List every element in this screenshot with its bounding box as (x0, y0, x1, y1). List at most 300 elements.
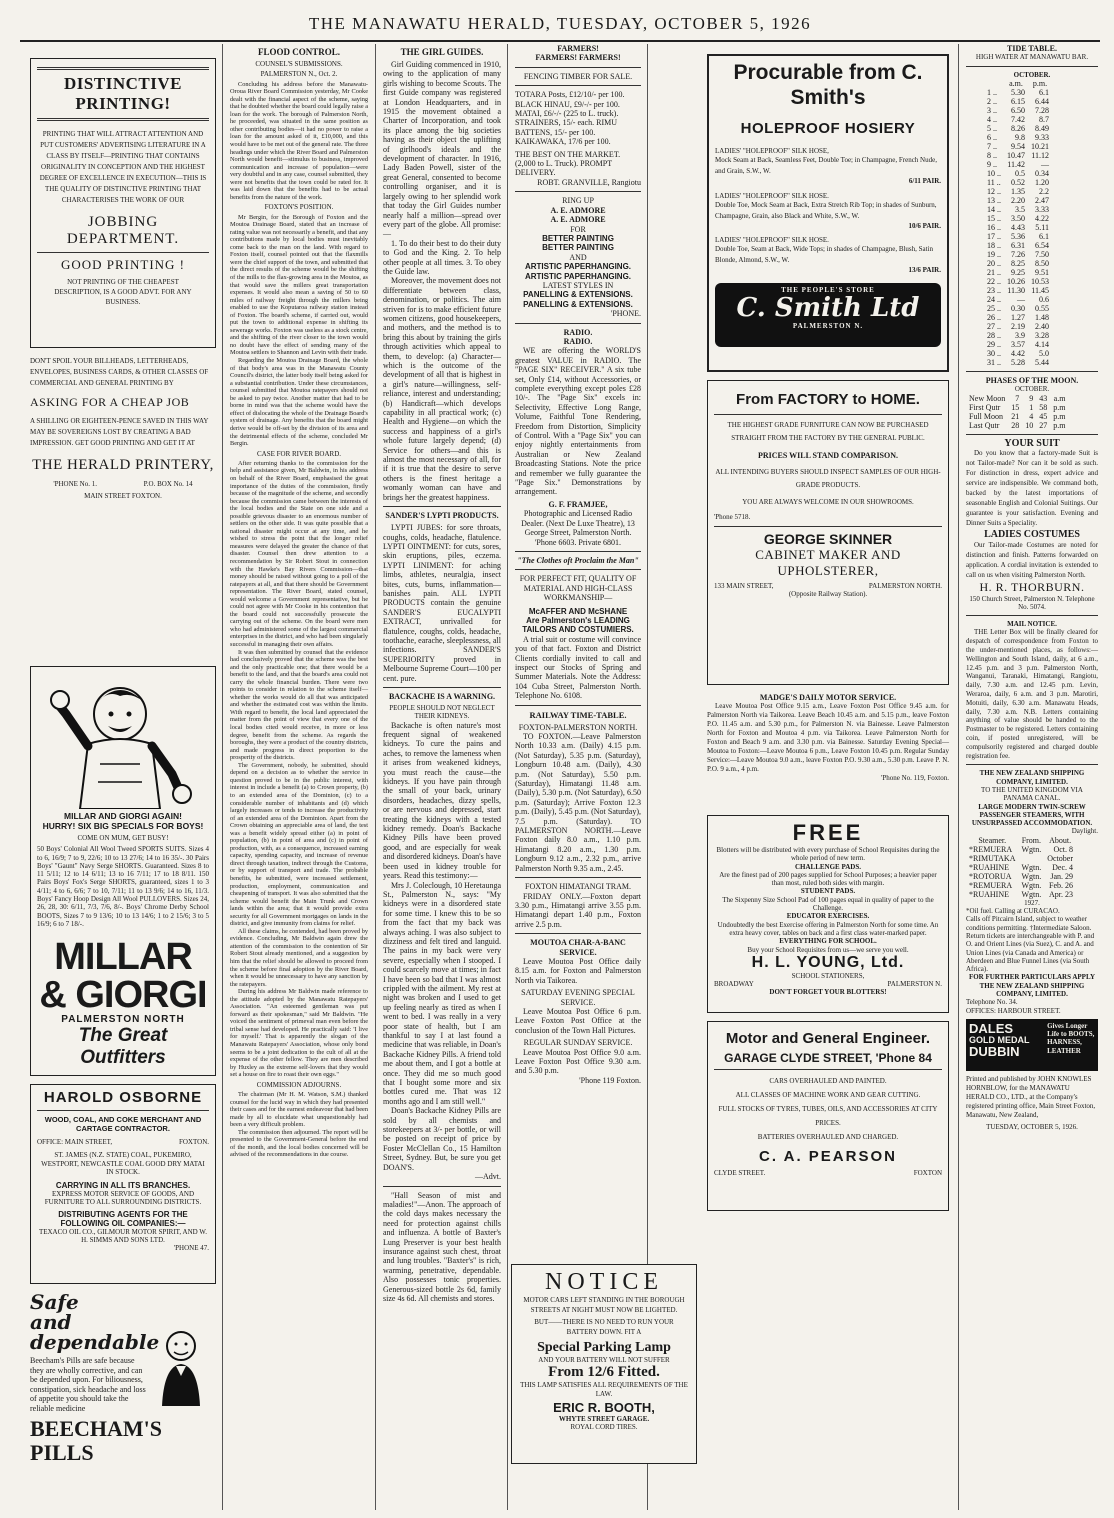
table-cell: 3.33 (1035, 205, 1049, 214)
table-cell: 12 .. (987, 187, 1001, 196)
printery-phone: 'PHONE No. 1. (53, 480, 97, 488)
table-cell: 9.25 (1011, 268, 1025, 277)
tide-row (984, 205, 1052, 214)
timber-prices: TOTARA Posts, £12/10/- per 100. BLACK HINAU, £9/-/- per 100. MATAI, £6/-/- (225 to L. truck). STRAINERS, 15/- each. RIMU BATTENS, 15/- per 100. KAIKAWAKA, 17/6 per 100. (515, 90, 625, 147)
ship-offices: OFFICES: HARBOUR STREET. (966, 1006, 1061, 1015)
backache-paragraph: Backache is often nature's most frequent signal of weakened kidneys. To cure the pains and aches, to remove the lameness when it arises from weakened kidneys, you must reach the cause—the kidneys. If you have pain through the small of your back, urinary disorders, headaches, dizzy spells, or are nervous and depressed, start treating the kidneys with a tested kidney remedy. Doan's Backache Kidney Pills have been proved good, and are especially for weak and disordered kidneys. Doan's have been used in kidney trouble for years. Read this testimony:— (383, 720, 501, 881)
procurable-heading: Procurable from C. Smith's (733, 61, 923, 109)
hose-3-body: Double Toe, Seam at Back, Wide Tops; in shades of Champagne, Blush, Satin Blonde, Almond, S.W., W. (715, 245, 934, 265)
herald-printery: THE HERALD PRINTERY, (32, 457, 214, 473)
moon-row (966, 421, 1068, 430)
column-rule (958, 44, 959, 1510)
table-cell: 10.21 (1031, 142, 1049, 151)
ship-row (966, 872, 1076, 881)
ship-row (966, 890, 1076, 899)
guides-title: THE GIRL GUIDES. (400, 47, 484, 57)
column-3 (379, 44, 505, 1510)
hose-2-body: Double Toe, Mock Seam at Back, Extra Stretch Rib Top; in shades of Sunburn, Champagne, Grain, also Black and White, S.W., W. (715, 200, 937, 220)
young-address-row (714, 980, 942, 988)
motor-line: BATTERIES OVERHAULED AND CHARGED. (757, 1133, 899, 1141)
table-cell: 3.57 (1011, 340, 1025, 349)
table-cell: 0.30 (1011, 304, 1025, 313)
table-cell: Wgtn. (1021, 889, 1042, 899)
osborne-express: EXPRESS MOTOR SERVICE OF GOODS, AND FURNITURE TO ALL SURROUNDING DISTRICTS. (44, 1190, 202, 1207)
table-cell: 9 (1029, 393, 1034, 403)
article-paragraph: It was then submitted by counsel that the evidence had conclusively proved that the scheme was the best and the only practicable one; that there would be a benefit to the land, and that the board's area could not carry the whole financial burden. There were two points to consider in relation to the scheme itself—whether the works would do all that was anticipated and whether the estimated cost was within the limits. With regard to benefit, the local land appreciated the matter from the point of view that every one of the local bodies cited would receive, in more or less degree, benefit from the scheme. As regards the boroughs, they were a product of the country districts, and made progress in direct proportion to the prosperity of the districts. (230, 648, 368, 762)
admore-for: FOR (570, 224, 586, 234)
column-rule (507, 44, 508, 1510)
table-cell: 1.35 (1011, 187, 1025, 196)
tide-row (984, 151, 1052, 160)
table-cell: Full Moon (969, 411, 1004, 421)
factory-heading: From FACTORY to HOME. (736, 391, 920, 408)
madge-title: MADGE'S DAILY MOTOR SERVICE. (759, 693, 897, 702)
table-cell: 1 (1029, 402, 1034, 412)
table-cell: 25 .. (987, 304, 1001, 313)
table-cell: 11.45 (1031, 286, 1049, 295)
tide-row (984, 259, 1052, 268)
skinner-trade: CABINET MAKER AND UPHOLSTERER, (755, 546, 901, 578)
hose-1-heading: LADIES' "HOLEPROOF" SILK HOSE, (715, 147, 829, 155)
table-cell: 1.20 (1035, 178, 1049, 187)
tide-row (984, 214, 1052, 223)
factory-body: THE HIGHEST GRADE FURNITURE CAN NOW BE PURCHASED STRAIGHT FROM THE FACTORY BY THE GENERAL PUBLIC. (727, 421, 929, 442)
table-cell: 7.28 (1035, 106, 1049, 115)
table-cell: 3.5 (1015, 205, 1025, 214)
backache-title: BACKACHE IS A WARNING. (388, 692, 496, 701)
table-cell: 2.2 (1039, 187, 1049, 196)
table-cell: 22 .. (987, 277, 1001, 286)
table-cell: Wgtn. (1021, 844, 1042, 854)
table-cell: 2 .. (987, 97, 997, 106)
table-cell: 10.47 (1007, 151, 1025, 160)
backache-sub: PEOPLE SHOULD NOT NEGLECT THEIR KIDNEYS. (389, 704, 495, 721)
table-cell: 9.54 (1011, 142, 1025, 151)
mcaffer-sub: Are Palmerston's LEADING TAILORS AND COSTUMIERS. (522, 615, 634, 635)
table-cell: 1.27 (1011, 313, 1025, 322)
herald-printery-ad (30, 58, 216, 348)
tide-row (984, 169, 1052, 178)
table-cell: *REMUERA (969, 844, 1013, 854)
table-cell: 15 .. (987, 214, 1001, 223)
tide-row (984, 196, 1052, 205)
table-cell: a.m (1053, 393, 1066, 403)
osborne-oil: TEXACO OIL CO., GILMOUR MOTOR SPIRIT, AND W. H. SIMMS AND SONS LTD. (38, 1227, 208, 1245)
osborne-carrying: CARRYING IN ALL ITS BRANCHES. (55, 1181, 191, 1191)
baxter-paragraph: "Hall Season of mist and maladies!"—Anon. The approach of the cold days makes necessary the need for protection against chills and influenza. A bottle of Baxter's Lung Preserver is your best health insurance against such chest, throat and lung troubles. "Baxter's" is rich, warming, penetrative, dependable. Also possesses tonic properties. Generous-sized bottle 2s 6d, family size 4s 6d. All chemists and stores. (383, 1190, 501, 1303)
booth-name: ERIC R. BOOTH, (553, 1399, 655, 1415)
table-cell: 7 .. (987, 142, 997, 151)
table-cell: 29 .. (987, 340, 1001, 349)
dales-logo (969, 1022, 1047, 1068)
pearson-name: C. A. PEARSON (759, 1148, 897, 1165)
young-town: PALMERSTON N. (887, 980, 942, 989)
challenge-heading: CHALLENGE PADS. (795, 862, 861, 871)
table-cell: 5.36 (1011, 232, 1025, 241)
shipping-table (966, 836, 1076, 899)
printery-contact (30, 480, 216, 488)
table-cell: 4.22 (1035, 214, 1049, 223)
beecham-ad (30, 1290, 216, 1465)
table-cell: 5.11 (1035, 223, 1049, 232)
dales-brand: DALES (969, 1020, 1014, 1036)
table-cell: 31 .. (987, 358, 1001, 367)
framjee-name: G. F. FRAMJEE, (548, 499, 608, 509)
table-cell: 27 .. (987, 322, 1001, 331)
smith-name: C. Smith Ltd (736, 293, 920, 324)
table-cell: 11.42 (1007, 160, 1025, 169)
table-cell: 5.44 (1035, 358, 1049, 367)
table-cell: 8.25 (1011, 259, 1025, 268)
booth-tyres: ROYAL CORD TIRES. (570, 1423, 638, 1432)
free-heading: FREE (792, 820, 864, 845)
clothes-slogan: "The Clothes oft Proclaim the Man" (517, 555, 639, 565)
table-cell: 7.42 (1011, 115, 1025, 124)
article-paragraph: The Government, nobody, he submitted, should depend on a decision as to whether the service in question proved to be in the public interest, with interest in include a benefit (a) to Crown property, (b) to an extended area of the Dominion, (c) to a considerable number of inhabitants and (d) which largely increases or tends to increase the productivity of an extended area of the Dominion. Apart from the Crown obtaining an appreciable area of land, the test was a benefit widely spread either (a) in point of population, (b) in point of area and (c) in point of production, with, as a consequence, increased earning capacity, spending capacity, and increase of revenue direct through taxation, indirect through the Customs, or by support of transport and trade. The probable benefits, he submitted, were increased settlement, production, employment, communication and cheapening of transport. It was also submitted that the scheme would benefit the Main Trunk and Crown lands within the area; that it would provide extra security for all Government mortgages on lands in the district, and give immunity from claims for relief. (230, 761, 368, 928)
osborne-ad (30, 1084, 216, 1284)
table-cell: Apr. 23 (1049, 889, 1074, 899)
lypti-title: SANDER'S LYPTI PRODUCTS. (385, 511, 499, 521)
table-header-cell: p.m. (1032, 79, 1048, 88)
admore-and: AND (569, 252, 587, 262)
article-paragraph: All these claims, he contended, had been proved by evidence. Concluding, Mr Baldwin again drew the attention of the commission to the contention of Sir Robert Stout already mentioned, and a suggestion by him that the relief should be allowed to proceed from the scheme before final adoption by the River Board, when it would be unnecessary to have any sanction by the ratepayers. (230, 927, 368, 988)
young-name: H. L. YOUNG, Ltd. (751, 953, 905, 971)
ship-company: THE NEW ZEALAND SHIPPING COMPANY, LIMITED. (979, 981, 1085, 998)
table-cell: 0.52 (1011, 178, 1025, 187)
good-printing: GOOD PRINTING ! (60, 257, 186, 272)
osborne-trade: WOOD, COAL, AND COKE MERCHANT AND CARTAGE CONTRACTOR. (44, 1115, 202, 1133)
young-ad (707, 815, 949, 1013)
factory-ad (707, 380, 949, 685)
table-cell: 8.49 (1035, 124, 1049, 133)
osborne-agents: DISTRIBUTING AGENTS FOR THE FOLLOWING OIL COMPANIES:— (58, 1209, 188, 1228)
parking-sub: AND YOUR BATTERY WILL NOT SUFFER (538, 1356, 670, 1364)
table-cell: 9.33 (1035, 133, 1049, 142)
tide-row (984, 124, 1052, 133)
ship-note: *Oil fuel. Calling at CURACAO. (966, 907, 1060, 916)
everything-body: Buy your School Requisites from us—we serve you well. (747, 945, 909, 954)
tide-row (984, 322, 1052, 331)
table-cell: 4.42 (1011, 349, 1025, 358)
mail-body: THE Letter Box will be finally cleared for despatch of correspondence from Foxton to the under-mentioned places, as follows:— Wellington and South Island, daily, at 6 a.m., 12.45 p.m. and 3 p.m. Palmerston North, Wanganui, Taranaki, Himatangi, Rangiotu, daily, 7.30 a.m. and 12.45 p.m. Levin, Weraroa, daily, 6 a.m. and 3 p.m. Marotiri, Motuiti, daily, 6.30 a.m. Manawatu Heads, daily, 7.30 a.m. N.B. Letters containing anything of value should be handed to the Postmaster to be registered. Letters containing coin, if posted unregistered, will be compulsorily registered and charged double registration fee. (966, 628, 1098, 760)
article-subhead: CASE FOR RIVER BOARD. (256, 449, 341, 458)
saturday-body: Leave Moutoa Post Office 6 p.m. Leave Foxton Post Office at the conclusion of the Town Hall Pictures. (515, 1006, 641, 1035)
table-header-cell: Steamer. (978, 835, 1007, 845)
ship-note: Return tickets are interchangeable with P. and O. and Orient Lines (via Suez), C. and A. and Union Lines (via Canada and America) or Aberdeen and Blue Funnel Lines (via South Africa). (966, 931, 1095, 974)
table-cell: October (1047, 853, 1074, 863)
table-cell: 8.50 (1035, 259, 1049, 268)
thorburn-name: H. R. THORBURN. (979, 579, 1085, 594)
pearson-ad (707, 1021, 949, 1211)
table-cell: 8.26 (1011, 124, 1025, 133)
skinner-town: PALMERSTON NORTH. (868, 581, 942, 590)
table-cell: p.m (1053, 420, 1066, 430)
c-smith-logo (715, 283, 941, 347)
table-cell: 4.43 (1011, 223, 1025, 232)
article-subhead: COMMISSION ADJOURNS. (256, 1080, 342, 1089)
booth-notice-ad (511, 1264, 697, 1464)
moon-row (966, 412, 1068, 421)
hose-2-heading: LADIES' "HOLEPROOF" SILK HOSE. (715, 191, 829, 200)
table-cell: — (1041, 160, 1049, 169)
garage-heading: GARAGE CLYDE STREET, 'Phone 84 (724, 1051, 932, 1065)
moon-title: PHASES OF THE MOON. (985, 376, 1079, 385)
costumes-body: Our Tailor-made Costumes are noted for distinction and finish. Patterns forwarded on application. A cordial invitation is extended to call on us when visiting Palmerston North. (966, 540, 1098, 579)
article-paragraph: The chairman (Mr H. M. Watson, S.M.) thanked counsel for the lucid way in which they had presented their cases and for the earnest endeavour that had been made by all to elucidate what unquestionably had been a very difficult problem. (230, 1091, 368, 1129)
ship-telephone: Telephone No. 34. (966, 998, 1018, 1007)
millar-giorgi-logo: MILLAR & GIORGI (39, 936, 207, 1017)
pearson-street: CLYDE STREET. (714, 1169, 766, 1177)
tide-table (984, 79, 1052, 367)
motor-line: FULL STOCKS OF TYRES, TUBES, OILS, AND ACCESSORIES AT CITY PRICES. (718, 1105, 938, 1127)
tide-row (984, 313, 1052, 322)
tide-row (984, 304, 1052, 313)
dales-dubbin: DUBBIN (969, 1043, 1020, 1059)
challenge-body: Are the finest pad of 200 pages supplied for School Purposes; a heavier paper than most, ruled both sides with margin. (719, 870, 937, 888)
table-cell: *RIMUTAKA (969, 853, 1016, 863)
admore-name: A. E. ADMORE (550, 205, 606, 215)
tide-row (984, 97, 1052, 106)
table-cell: — (1017, 295, 1025, 304)
mail-title: MAIL NOTICE. (1007, 620, 1057, 629)
table-cell: 2.19 (1011, 322, 1025, 331)
table-cell: First Qutr (969, 402, 1001, 412)
table-header-cell: From. (1021, 835, 1042, 845)
thorburn-address: 150 Church Street, Palmerston N. Telephone No. 5074. (969, 594, 1095, 611)
table-cell: 6.31 (1011, 241, 1025, 250)
tide-row (984, 268, 1052, 277)
beecham-man-illustration (152, 1326, 210, 1411)
ship-extra-row (966, 827, 1098, 835)
table-cell: 6.1 (1039, 88, 1049, 97)
article-paragraph: During his address Mr Baldwin made reference to the attitude adopted by the Manawatu Ratepayers' Association. "An esteemed gentleman was put forward as their spokesman," said Mr Baldwin. "He voiced the sentiment of primeval man even before the tribal sense had developed. He practically said: 'I live for myself.' That is apparently the slogan of the Manawatu Ratepayers' Association, whose only bond seems to be a joint dedication to the cult of all at the expense of the other fellow. They are men described by Huxley as the extreme self-lovers that they would set a house on fire to roast their own eggs." (230, 988, 368, 1079)
table-cell: 5 .. (987, 124, 997, 133)
ship-further: FOR FURTHER PARTICULARS APPLY (968, 973, 1096, 982)
sunday-title: REGULAR SUNDAY SERVICE. (523, 1038, 633, 1048)
table-cell: 2.47 (1035, 196, 1049, 205)
mcaffer-name: McAFFER AND McSHANE (528, 606, 628, 616)
good-printing-body: NOT PRINTING OF THE CHEAPEST DESCRIPTION, IS A GOOD ADVT. FOR ANY BUSINESS. (54, 278, 192, 306)
column-5 (703, 44, 953, 1510)
table-header-cell: a.m. (1009, 79, 1023, 88)
tide-row (984, 277, 1052, 286)
table-cell: 3.9 (1015, 331, 1025, 340)
distinctive-title: DISTINCTIVE PRINTING! (64, 74, 182, 113)
table-cell: Last Qutr (969, 420, 1000, 430)
tide-row (984, 106, 1052, 115)
motor-line: CARS OVERHAULED AND PAINTED. (769, 1077, 887, 1085)
table-cell: 4 (1029, 411, 1034, 421)
column-6 (962, 44, 1102, 1510)
table-cell: 6.44 (1035, 97, 1049, 106)
table-cell: 10 .. (987, 169, 1001, 178)
artistic-paperhanging: ARTISTIC PAPERHANGING. (524, 271, 632, 281)
panelling: PANELLING & EXTENSIONS. (523, 299, 633, 309)
table-cell: 43 (1039, 393, 1048, 403)
artistic-paperhanging: ARTISTIC PAPERHANGING. (524, 262, 632, 272)
dont-spoil: DON'T SPOIL YOUR BILLHEADS, LETTERHEADS, ENVELOPES, BUSINESS CARDS, & OTHER CLASSES OF COMMERCIAL AND GENERAL PRINTING BY (30, 357, 209, 387)
young-tagline: DON'T FORGET YOUR BLOTTERS! (769, 988, 887, 997)
factory-inspect: ALL INTENDING BUYERS SHOULD INSPECT SAMPLES OF OUR HIGH-GRADE PRODUCTS. (715, 468, 941, 490)
beecham-script: Safe and dependable (30, 1290, 160, 1354)
dales-side: Gives Longer Life to BOOTS, HARNESS, LEATHER (1047, 1021, 1095, 1055)
panelling: PANELLING & EXTENSIONS. (523, 290, 633, 300)
table-cell: Wgtn. (1021, 862, 1042, 872)
ship-row (966, 854, 1076, 863)
educator-heading: EDUCATOR EXERCISES. (786, 912, 870, 921)
holeproof-ad (707, 54, 949, 372)
tide-row (984, 223, 1052, 232)
young-trade: SCHOOL STATIONERS, (791, 971, 865, 980)
table-cell: 21 .. (987, 268, 1001, 277)
table-cell: 24 .. (987, 295, 1001, 304)
beecham-name: BEECHAM'S PILLS (30, 1416, 163, 1465)
notice-body: MOTOR CARS LEFT STANDING IN THE BOROUGH STREETS AT NIGHT MUST NOW BE LIGHTED. (523, 1296, 685, 1314)
table-cell: 3.50 (1011, 214, 1025, 223)
table-cell: p.m (1053, 411, 1066, 421)
table-cell: 15 (1011, 402, 1020, 412)
moutoa-body: Leave Moutoa Post Office daily 8.15 a.m. for Foxton and Palmerston North via Taikorea. (515, 956, 641, 985)
printery-pobox: P.O. BOX No. 14 (143, 480, 193, 488)
millar-items: 50 Boys' Colonial All Wool Tweed SPORTS SUITS. Sizes 4 to 6, 16/9; 7 to 9, 22/6; 10 to 13 27/6; 14 to 16 35/-. 30 Pairs Boys' "Gaunt" Navy Serge SHORTS. Guaranteed. Sizes 8 to 11 5/11; 12 to 14 6/11; 13 to 16 7/11; 17 to 18 8/11. 150 Pairs Boys' Fox's Serge SHORTS, guaranteed, sizes 1 to 3 4/11; 4 to 6, 6/6; 7 to 10, 7/11; 11 to 13 9/6; 14 to 16, 11/3. Boys' Fancy Hoop Design All Wool PULLOVERS. Sizes 24, 26, 28, 30: 6/11, 7/3, 7/6, 8/-. Boys' Chrome Derby School BOOTS, Sizes 7 to 9 13/6; 10 to 13 14/6; 1 to 2 15/6; 3 to 5 16/9; 6 to 7 18/-. (37, 845, 209, 928)
table-cell: 1.48 (1035, 313, 1049, 322)
table-cell: 9 .. (987, 160, 997, 169)
moon-row (966, 394, 1068, 403)
radio-heading: RADIO. (563, 336, 593, 346)
railway-route: FOXTON-PALMERSTON NORTH. (518, 722, 638, 732)
guides-paragraph: Girl Guiding commenced in 1910, owing to the application of many girls wishing to become Scouts. The first Guide company was registered at London Headquarters, and in 1915 the movement obtained a Charter of Incorporation, and took its place among the big societies having as their object the uplifting of girlhood's ideals and the development of character. In 1916, Lady Baden Powell, sister of the great General, consented to become controlling organiser, and it is largely owing to her splendid work that today the Girl Guides number nearly half a million—spread over every part of the globe. All promise:— (383, 60, 501, 239)
table-cell: 3 .. (987, 106, 997, 115)
young-address: BROADWAY (714, 980, 754, 989)
article-subhead: FOXTON'S POSITION. (264, 203, 334, 212)
dales-dubbin-ad (966, 1019, 1098, 1071)
tide-row (984, 88, 1052, 97)
table-cell: 13 .. (987, 196, 1001, 205)
skinner-name: GEORGE SKINNER (763, 530, 893, 547)
hose-3-heading: LADIES' "HOLEPROOF" SILK HOSE. (715, 236, 829, 245)
educator-body: Undoubtedly the best Exercise offering in Palmerston North for some time. An extra heavy cover, tables on back and a first class water-marked paper. (717, 920, 939, 937)
distinctive-body: PRINTING THAT WILL ATTRACT ATTENTION AND PUT CUSTOMERS' ADVERTISING LITERATURE IN A CLASS BY ITSELF—PRINTING THAT CONTAINS ORIGINALITY IN CONCEPTION AND THE HIGHEST DEGREE OF EXCELLENCE IN EXECUTION—THIS IS THE QUALITY OF DISTINCTIVE PRINTING THAT CHARACTERISES THE WORK OF OUR (39, 130, 207, 204)
tide-row (984, 178, 1052, 187)
osborne-phone: 'PHONE 47. (173, 1244, 209, 1253)
table-cell: *ROTORUA (969, 871, 1012, 881)
ship-row (966, 845, 1076, 854)
article-paragraph: The commission then adjourned. The report will be presented to the Government-General before the end of the month, and the local bodies concerned will be advised of the recommendations in due course. (230, 1128, 368, 1159)
table-cell: 5.30 (1011, 88, 1025, 97)
table-cell: Oct. 8 (1053, 844, 1074, 854)
motor-heading: Motor and General Engineer. (725, 1030, 931, 1047)
madge-ad (707, 693, 949, 815)
ship-year: 1927. (1024, 898, 1040, 907)
table-cell: 19 .. (987, 250, 1001, 259)
table-cell: 2.40 (1035, 322, 1049, 331)
osborne-office: OFFICE: MAIN STREET, (37, 1138, 113, 1146)
tide-month: OCTOBER. (1013, 70, 1051, 79)
skinner-address-row (714, 582, 942, 590)
table-cell: *RUAHINE (969, 862, 1009, 872)
table-cell: Dec. 4 (1052, 862, 1074, 872)
hose-1-body: Mock Seam at Back, Seamless Feet, Double Toe; in Champagne, French Nude, and Grain, S.W., W. (715, 156, 937, 176)
millar-heading-1: MILLAR AND GIORGI AGAIN! (64, 811, 182, 821)
tide-row (984, 115, 1052, 124)
table-cell: Jan. 29 (1050, 871, 1074, 881)
tide-row (984, 286, 1052, 295)
notice-but: BUT——THERE IS NO NEED TO RUN YOUR BATTERY DOWN. FIT A (534, 1318, 674, 1336)
admore-phone: 'PHONE. (610, 309, 641, 319)
tide-row (984, 295, 1052, 304)
perfect-fit: FOR PERFECT FIT, QUALITY OF MATERIAL AND HIGH-CLASS WORKMANSHIP— (519, 574, 637, 603)
radio-heading: RADIO. (563, 327, 593, 337)
table-cell: 0.55 (1035, 304, 1049, 313)
tide-row (984, 232, 1052, 241)
hose-1-price: 6/11 PAIR. (908, 177, 941, 186)
table-cell: 23 .. (987, 286, 1001, 295)
table-cell: 26 .. (987, 313, 1001, 322)
osborne-office-row (37, 1138, 209, 1146)
table-cell: 7.50 (1035, 250, 1049, 259)
table-cell: 30 .. (987, 349, 1001, 358)
ship-row (966, 863, 1076, 872)
article-paragraph: After returning thanks to the commission for the help and assistance given, Mr Baldwin, in his address on behalf of the River Board, emphasised the great importance of the duties of the commission, firstly because of the magnitude of the scheme, and secondly because the commission came between the interests of the local bodies and the State on one side and a possible grievous disaster to an enormous number of settlers on the other side. It was quite possible that a national disaster might occur at any time, and he wished to stress the point that the longer relief measures were delayed the greater the chance of that disaster. Counsel then drew attention to a recommendation by Sir Robert Stout in connection with the Hawke's Bay Rivers Commission—that money should be raised without going to a poll of the ratepayers at all, and that there should be Government representation. The River Board, stated counsel, would welcome a Government representative, but he could not agree with Mr Cooke in his contention that the board could not successfully prosecute the carrying out of the scheme. On the board were men who had administered some of the largest commercial enterprises in the district, and who had been singularly successful in managing their own affairs. (230, 459, 368, 649)
table-cell: Feb. 26 (1049, 880, 1074, 890)
table-cell: 20 .. (987, 259, 1001, 268)
farmers-heading-2: FARMERS! FARMERS! (535, 53, 621, 63)
table-cell: 6.54 (1035, 241, 1049, 250)
tide-row (984, 331, 1052, 340)
table-cell: 11 .. (987, 178, 1001, 187)
backache-paragraph: Doan's Backache Kidney Pills are sold by all chemists and storekeepers at 3/- per bottle, or will be posted on receipt of price by Foster McClellan Co., 15 Hamilton Street, Sydney. But, be sure you get DOAN'S. (383, 1106, 501, 1172)
table-cell: 6 .. (987, 133, 997, 142)
table-cell: 8 .. (987, 151, 997, 160)
guides-paragraph: Moreover, the movement does not differentiate between class, denomination, or politics. The aim striven for is to make efficient future women citizens, good housekeepers, and mothers, and the method is to bring this about by training the girls through activities which appeal to them, to develop: (a) Character—which is the outcome of the development of all that is highest in a girl's nature—willingness, self-reliance, interest and understanding; (b) Handicraft—which develops capability in all practical work; (c) Health and Hygiene—on which the success and happiness of a girl's whole future largely depend; (d) Service for others—and this is almost the most necessary of all, for if it is true that the desire to serve others is the finest heritage a womanly woman can have and brings her the greatest happiness. (383, 276, 501, 502)
osborne-name: HAROLD OSBORNE (43, 1089, 203, 1106)
table-cell: 10.53 (1031, 277, 1049, 286)
shipping-large: LARGE MODERN TWIN-SCREW PASSENGER STEAMERS, WITH UNSURPASSED ACCOMMODATION. (971, 802, 1093, 828)
tide-row (984, 160, 1052, 169)
admore-name: A. E. ADMORE (550, 215, 606, 225)
table-cell: 17 .. (987, 232, 1001, 241)
table-cell: Wgtn. (1021, 871, 1042, 881)
boy-illustration (37, 671, 209, 811)
railway-body: TO FOXTON.—Leave Palmerston North 10.33 a.m. (Daily) 4.15 p.m. (Not Saturday), 5.35 p.m. (Saturday), Longburn 10.48 a.m. (Daily), 4.30 p.m. (Not Saturday), 5.50 p.m. (Saturday), Himatangi 11.48 a.m. (Daily), 5.30 p.m. (Not Saturday), 6.50 p.m. (Saturday); Arrive Foxton 12.3 p.m. (Daily), 5.45 p.m. (Not Saturday), 7.5 p.m. (Saturday). TO PALMERSTON NORTH.—Leave Foxton daily 8.0 a.m., 1.10 p.m. Himatangi 8.20 a.m., 1.30 p.m. Longburn 9.12 a.m., 2.32 p.m., arrive Palmerston North 9.35 a.m., 2.45. (515, 732, 641, 873)
tide-row (984, 340, 1052, 349)
table-cell: 1 .. (987, 88, 997, 97)
motor-line: ALL CLASSES OF MACHINE WORK AND GEAR CUTTING. (735, 1091, 921, 1099)
saturday-title: SATURDAY EVENING SPECIAL SERVICE. (521, 988, 635, 1007)
beecham-man-icon (152, 1326, 210, 1406)
radio-body: WE are offering the WORLD'S greatest VALUE in RADIO. The "PAGE SIX" RECEIVER." A six tube set, Only £14, without Accessories, or complete everything except poles £28 10/-. The "Page Six" excels in: Selectivity, Effective Long Range, Volume, Faithful Tone Rendering, Freedom from Distortion, Simplicity of Control. With a "Page Six" you can enjoy nightly entertainments from Australian or New Zealand Broadcasting Stations. Note the price and remember we fully guarantee the "Page Six." Demonstrations by arrangement. (515, 346, 641, 497)
article-paragraph: Concluding his address before the Manawatu-Oroua River Board Commission yesterday, Mr Cooke dealt with the financial aspect of the scheme, saying that he doubted whether the board could legally raise a loan for the work. The borough of Palmerston North, he proceeded, was situated in the same position as other contributing bodies—it had no power to raise a loan for the amount asked of it, £10,000, and this would have to be met out of the general rate. The three headings under which the River Board and Palmerston North would benefit—stimulus to business, improved communication and increase of population—were very doubtful and in any case, counsel submitted, they were not benefits that the town could be rated for. It was laid down that the benefits had to be actual benefits from the nature of the work. (230, 80, 369, 201)
backache-advt: —Advt. (475, 1172, 501, 1182)
millar-heading-2: HURRY! SIX BIG SPECIALS FOR BOYS! (42, 821, 204, 831)
table-cell: Wgtn. (1021, 880, 1042, 890)
table-cell: 10 (1025, 420, 1034, 430)
backache-paragraph: Mrs J. Coleclough, 10 Heretaunga St., Palmerston N., says: "My kidneys were in a disordered state for some time. I knew this to be so from the fact that my back was always aching. I was also subject to dizziness and felt tired and languid. The pains in my back were very severe, especially when I stooped. I could scarcely move at times; in fact I have been so bad that I was almost crippled with the ailment. My rest at night was broken and I used to get up feeling nearly as tired as when I went to bed. I was really in a very poor state of health, but I am thankful to say I at last found a medicine that was reliable, in Doan's Backache Kidney Pills. A friend told me about them, and I got a bottle at once. They did me so much good that I bought some more and six bottles cured me. That was 12 months ago and I am still well." (383, 880, 501, 1106)
guides-list: 1. To do their best to do their duty to God and the King. 2. To help other people at all times. 3. To obey the Guide law. (383, 238, 501, 276)
tram-body: FRIDAY ONLY.—Foxton depart 3.30 p.m., Himatangi arrive 3.55 p.m. Himatangi depart 1.40 p.m., Foxton arrive 2.5 p.m. (515, 891, 641, 929)
skinner-opposite: (Opposite Railway Station). (788, 590, 868, 598)
better-painting: BETTER PAINTING (542, 233, 614, 243)
column-1 (26, 44, 220, 1510)
table-cell: 8.7 (1039, 115, 1049, 124)
table-cell: 2.20 (1011, 196, 1025, 205)
table-cell: 11.12 (1031, 151, 1049, 160)
shipping-title: THE NEW ZEALAND SHIPPING COMPANY, LIMITED. (979, 769, 1085, 786)
imprint: Printed and published by JOHN KNOWLES HORNBLOW, for the MANAWATU HERALD CO., LTD., at the Company's registered printing office, Main Street Foxton, Manawatu, New Zealand, (966, 1074, 1096, 1119)
imprint-date: TUESDAY, OCTOBER 5, 1926. (986, 1122, 1078, 1131)
cheering-boy-icon (48, 674, 198, 809)
moon-table (966, 394, 1068, 430)
